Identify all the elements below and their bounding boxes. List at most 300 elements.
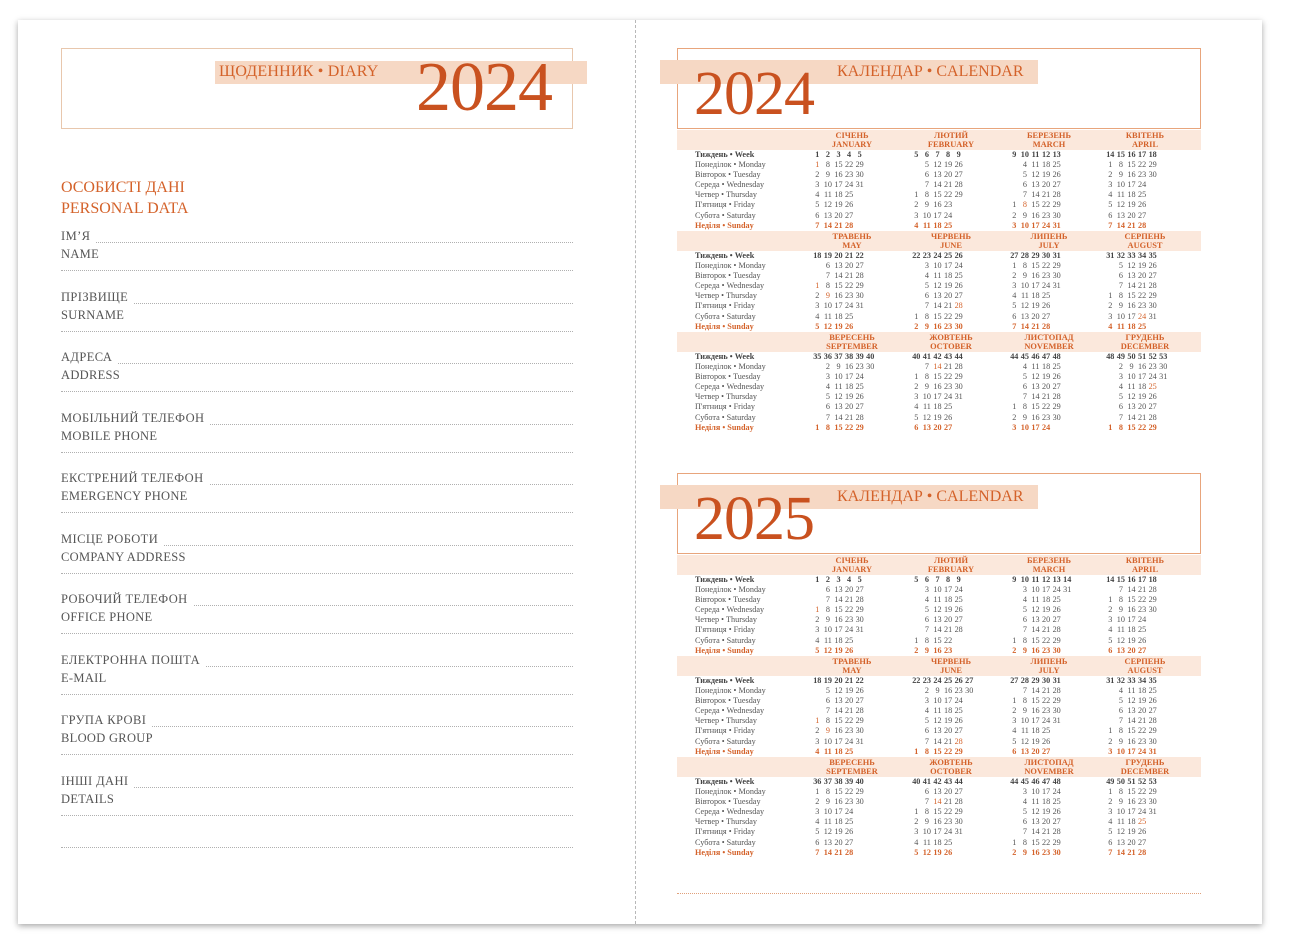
day-cell: 11 xyxy=(922,837,931,847)
field-write-line[interactable] xyxy=(61,815,573,816)
field-write-line[interactable] xyxy=(134,303,573,304)
weekday-row xyxy=(1009,686,1101,696)
weekday-row xyxy=(812,726,904,736)
week-number: 52 xyxy=(1148,352,1157,361)
day-cell: 15 xyxy=(933,372,942,382)
week-number: 46 xyxy=(1031,352,1040,361)
field-write-line[interactable] xyxy=(118,363,573,364)
day-cell: 4 xyxy=(1022,362,1027,372)
weekday-row xyxy=(1009,402,1101,412)
personal-data-title-ua: ОСОБИСТІ ДАНІ xyxy=(61,179,185,196)
day-cell: 18 xyxy=(1041,362,1051,372)
sunday-row xyxy=(1009,848,1101,858)
weekday-row xyxy=(1105,585,1197,595)
calendar-year: 2025 xyxy=(694,485,814,553)
day-cell: 26 xyxy=(1148,392,1157,402)
weekday-row xyxy=(911,838,1003,848)
day-cell: 20 xyxy=(844,696,854,706)
day-cell: 6 xyxy=(1022,382,1027,392)
day-cell: 10 xyxy=(1116,311,1125,321)
day-cell: 22 xyxy=(1041,837,1051,847)
day-cell: 12 xyxy=(834,392,843,402)
week-number: 38 xyxy=(844,352,854,361)
weekday-row xyxy=(1105,382,1197,392)
day-cell: 6 xyxy=(815,837,820,847)
day-label: П'ятниця • Friday xyxy=(695,402,755,412)
weekday-row xyxy=(812,392,904,402)
day-cell: 9 xyxy=(1022,847,1027,857)
day-cell: 19 xyxy=(1137,392,1147,402)
day-cell: 20 xyxy=(834,837,843,847)
weekday-row xyxy=(1009,261,1101,271)
day-cell: 12 xyxy=(1031,807,1040,817)
day-cell: 15 xyxy=(834,160,843,170)
day-cell: 20 xyxy=(1041,615,1051,625)
day-cell: 17 xyxy=(943,585,953,595)
week-number: 3 xyxy=(836,575,841,584)
day-cell: 15 xyxy=(1031,200,1040,210)
day-label: Неділя • Sunday xyxy=(695,422,754,432)
day-cell: 21 xyxy=(1137,412,1147,422)
day-cell: 1 xyxy=(815,281,820,291)
day-cell: 28 xyxy=(1137,220,1147,230)
day-cell: 28 xyxy=(954,301,963,311)
day-cell: 9 xyxy=(924,645,929,655)
day-cell: 15 xyxy=(1127,726,1136,736)
day-cell: 27 xyxy=(943,422,953,432)
month-name-ua: ЛИСТОПАД xyxy=(1024,333,1074,342)
field-label-en: MOBILE PHONE xyxy=(61,428,158,443)
weekday-row xyxy=(1009,160,1101,170)
weekday-row xyxy=(812,827,904,837)
day-cell: 11 xyxy=(1127,382,1136,392)
weekday-row xyxy=(812,615,904,625)
day-label: Вівторок • Tuesday xyxy=(695,170,761,180)
day-label: П'ятниця • Friday xyxy=(695,200,755,210)
month-name-en: SEPTEMBER xyxy=(826,342,878,351)
day-cell: 2 xyxy=(825,362,830,372)
week-number: 22 xyxy=(912,251,921,260)
day-cell: 4 xyxy=(815,746,820,756)
weekday-row xyxy=(1105,170,1197,180)
day-cell: 7 xyxy=(1022,190,1027,200)
day-cell: 17 xyxy=(834,180,843,190)
weekday-row xyxy=(1009,200,1101,210)
day-label: Вівторок • Tuesday xyxy=(695,595,761,605)
day-cell: 15 xyxy=(933,746,942,756)
field-write-line[interactable] xyxy=(96,242,573,243)
day-cell: 11 xyxy=(1116,817,1125,827)
weekday-row xyxy=(812,281,904,291)
month-name-en: DECEMBER xyxy=(1120,342,1170,351)
day-cell: 23 xyxy=(844,170,854,180)
day-cell: 9 xyxy=(1129,362,1134,372)
day-cell: 14 xyxy=(1031,827,1040,837)
week-number: 24 xyxy=(933,251,942,260)
week-number: 23 xyxy=(922,676,931,685)
weekday-row xyxy=(1009,696,1101,706)
day-cell: 4 xyxy=(1108,190,1113,200)
day-cell: 18 xyxy=(1137,686,1147,696)
weekday-row xyxy=(911,301,1003,311)
day-cell: 1 xyxy=(914,372,919,382)
week-number: 21 xyxy=(844,251,854,260)
day-cell: 8 xyxy=(825,787,830,797)
day-cell: 31 xyxy=(1052,220,1061,230)
day-cell: 3 xyxy=(1108,180,1113,190)
day-cell: 28 xyxy=(855,595,864,605)
field-write-line[interactable] xyxy=(61,694,573,695)
day-cell: 24 xyxy=(1052,787,1061,797)
day-cell: 22 xyxy=(1041,696,1051,706)
day-cell: 25 xyxy=(844,746,854,756)
month-name-en: JUNE xyxy=(940,666,962,675)
day-cell: 16 xyxy=(834,726,843,736)
day-cell: 12 xyxy=(933,160,942,170)
field-label-ua: ГРУПА КРОВІ xyxy=(61,713,147,727)
field-write-line[interactable] xyxy=(152,726,573,727)
day-cell: 17 xyxy=(834,625,843,635)
day-cell: 31 xyxy=(1052,716,1061,726)
sunday-row xyxy=(1009,423,1101,433)
day-cell: 26 xyxy=(1041,301,1051,311)
day-cell: 24 xyxy=(844,807,854,817)
day-cell: 9 xyxy=(1022,210,1027,220)
weekday-row xyxy=(911,170,1003,180)
week-number: 14 xyxy=(1063,575,1072,584)
day-cell: 9 xyxy=(924,382,929,392)
day-cell: 16 xyxy=(834,291,843,301)
day-label: Четвер • Thursday xyxy=(695,392,757,402)
week-number: 47 xyxy=(1041,352,1051,361)
day-cell: 28 xyxy=(1052,686,1061,696)
day-cell: 8 xyxy=(924,746,929,756)
weekday-row xyxy=(911,402,1003,412)
day-label: Неділя • Sunday xyxy=(695,220,754,230)
weekday-row xyxy=(1105,291,1197,301)
weekday-row xyxy=(1009,392,1101,402)
weekday-row xyxy=(911,291,1003,301)
month-name-en: MARCH xyxy=(1032,140,1066,149)
weekday-row xyxy=(812,402,904,412)
day-cell: 18 xyxy=(943,595,953,605)
day-cell: 30 xyxy=(965,686,974,696)
day-cell: 27 xyxy=(1041,311,1051,321)
weekday-row xyxy=(1105,200,1197,210)
day-cell: 8 xyxy=(924,190,929,200)
day-cell: 23 xyxy=(1041,706,1051,716)
month-name-en: JANUARY xyxy=(831,140,873,149)
weekday-row xyxy=(911,312,1003,322)
quarter-row xyxy=(677,656,1201,757)
day-cell: 22 xyxy=(943,311,953,321)
day-cell: 27 xyxy=(1041,746,1051,756)
weekday-row xyxy=(1009,737,1101,747)
week-numbers xyxy=(1009,777,1101,787)
day-cell: 15 xyxy=(1127,160,1136,170)
calendar-year: 2024 xyxy=(694,60,814,128)
day-cell: 21 xyxy=(943,362,953,372)
field-write-line[interactable] xyxy=(134,787,573,788)
week-number: 26 xyxy=(954,251,963,260)
week-number: 44 xyxy=(1010,352,1019,361)
day-cell: 13 xyxy=(1116,837,1125,847)
day-cell: 20 xyxy=(1041,180,1051,190)
weekday-row xyxy=(1105,706,1197,716)
day-cell: 23 xyxy=(844,291,854,301)
day-cell: 3 xyxy=(815,807,820,817)
weekday-row xyxy=(812,362,904,372)
day-cell: 23 xyxy=(1041,210,1051,220)
day-cell: 21 xyxy=(844,595,854,605)
day-cell: 26 xyxy=(1137,635,1147,645)
field-write-line[interactable] xyxy=(206,666,573,667)
day-cell: 2 xyxy=(1108,797,1113,807)
weekday-row xyxy=(812,595,904,605)
day-cell: 13 xyxy=(1116,210,1125,220)
day-cell: 4 xyxy=(1022,160,1027,170)
day-cell: 9 xyxy=(825,797,830,807)
day-cell: 1 xyxy=(914,746,919,756)
day-cell: 26 xyxy=(844,321,854,331)
week-number: 31 xyxy=(1052,676,1061,685)
day-cell: 4 xyxy=(914,402,919,412)
day-cell: 9 xyxy=(1022,706,1027,716)
day-cell: 1 xyxy=(1012,837,1017,847)
day-cell: 23 xyxy=(943,817,953,827)
week-number: 40 xyxy=(912,777,921,786)
day-cell: 21 xyxy=(1041,686,1051,696)
week-number: 11 xyxy=(1031,575,1040,584)
day-cell: 26 xyxy=(1137,200,1147,210)
weekday-row xyxy=(1105,625,1197,635)
month-days xyxy=(1009,777,1101,858)
day-cell: 21 xyxy=(1137,281,1147,291)
day-cell: 20 xyxy=(1137,271,1147,281)
day-cell: 18 xyxy=(943,271,953,281)
day-cell: 19 xyxy=(844,686,854,696)
day-label: Понеділок • Monday xyxy=(695,362,766,372)
day-cell: 11 xyxy=(1020,726,1029,736)
day-cell: 27 xyxy=(844,210,854,220)
sunday-row xyxy=(1105,646,1197,656)
week-number: 51 xyxy=(1127,777,1136,786)
day-cell: 30 xyxy=(1052,645,1061,655)
week-number: 7 xyxy=(935,150,940,159)
field-write-line[interactable] xyxy=(210,484,573,485)
day-cell: 9 xyxy=(825,615,830,625)
day-cell: 14 xyxy=(1127,716,1136,726)
month-name-ua: ЛИПЕНЬ xyxy=(1030,657,1068,666)
month-days xyxy=(812,676,904,757)
month-name-ua: ЖОВТЕНЬ xyxy=(929,333,973,342)
day-cell: 5 xyxy=(924,605,929,615)
day-cell: 3 xyxy=(1022,787,1027,797)
weekday-row xyxy=(1009,372,1101,382)
day-cell: 2 xyxy=(924,686,929,696)
month-days xyxy=(911,575,1003,656)
field-write-line[interactable] xyxy=(61,331,573,332)
week-number: 22 xyxy=(855,676,864,685)
weekday-row xyxy=(812,686,904,696)
day-cell: 11 xyxy=(823,817,832,827)
day-cell: 6 xyxy=(914,422,919,432)
day-cell: 7 xyxy=(1118,716,1123,726)
weekday-row xyxy=(1009,291,1101,301)
week-number: 28 xyxy=(1020,676,1029,685)
day-cell: 19 xyxy=(943,160,953,170)
weekday-row xyxy=(812,807,904,817)
day-cell: 15 xyxy=(1127,595,1136,605)
day-cell: 26 xyxy=(844,645,854,655)
day-cell: 2 xyxy=(1118,362,1123,372)
day-cell: 3 xyxy=(815,180,820,190)
day-cell: 19 xyxy=(834,321,843,331)
week-numbers xyxy=(1009,352,1101,362)
weekday-row xyxy=(911,827,1003,837)
day-cell: 24 xyxy=(1137,746,1147,756)
day-cell: 12 xyxy=(823,321,832,331)
day-cell: 27 xyxy=(954,291,963,301)
day-cell: 1 xyxy=(1012,696,1017,706)
day-cell: 14 xyxy=(834,412,843,422)
day-cell: 24 xyxy=(844,625,854,635)
day-cell: 7 xyxy=(1108,220,1113,230)
day-cell: 25 xyxy=(1052,362,1061,372)
day-cell: 8 xyxy=(1022,696,1027,706)
weekday-row xyxy=(911,261,1003,271)
day-cell: 23 xyxy=(855,362,864,372)
month-name-ua: СЕРПЕНЬ xyxy=(1124,657,1166,666)
day-cell: 1 xyxy=(1108,160,1113,170)
day-cell: 24 xyxy=(844,736,854,746)
day-cell: 18 xyxy=(1041,160,1051,170)
field-write-line[interactable] xyxy=(210,424,573,425)
day-cell: 20 xyxy=(933,422,942,432)
week-number: 42 xyxy=(933,352,942,361)
day-cell: 4 xyxy=(825,382,830,392)
day-cell: 5 xyxy=(825,392,830,402)
day-cell: 25 xyxy=(954,595,963,605)
field-write-line[interactable] xyxy=(61,573,573,574)
day-cell: 17 xyxy=(1041,585,1051,595)
day-cell: 8 xyxy=(825,281,830,291)
field-label-ua: МІСЦЕ РОБОТИ xyxy=(61,531,159,546)
day-cell: 16 xyxy=(1127,170,1136,180)
day-cell: 21 xyxy=(1041,827,1051,837)
day-label: Четвер • Thursday xyxy=(695,615,757,625)
day-cell: 8 xyxy=(825,716,830,726)
day-cell: 26 xyxy=(954,605,963,615)
weekday-row xyxy=(1009,807,1101,817)
week-number: 11 xyxy=(1031,150,1040,159)
day-cell: 2 xyxy=(1108,301,1113,311)
day-cell: 4 xyxy=(1108,321,1113,331)
field-write-line[interactable] xyxy=(61,512,573,513)
day-labels xyxy=(695,251,766,332)
weekday-row xyxy=(812,696,904,706)
day-cell: 1 xyxy=(815,422,820,432)
day-cell: 4 xyxy=(1118,382,1123,392)
sunday-row xyxy=(812,747,904,757)
field-write-line[interactable] xyxy=(61,452,573,453)
field-write-line[interactable] xyxy=(61,270,573,271)
field-write-line[interactable] xyxy=(61,754,573,755)
day-cell: 12 xyxy=(1031,170,1040,180)
day-cell: 28 xyxy=(954,180,963,190)
weekday-row xyxy=(1009,382,1101,392)
day-cell: 15 xyxy=(834,787,843,797)
month-days xyxy=(911,251,1003,332)
day-cell: 24 xyxy=(1041,716,1051,726)
day-cell: 22 xyxy=(844,716,854,726)
field-write-line[interactable] xyxy=(61,391,573,392)
day-cell: 3 xyxy=(1108,746,1113,756)
day-cell: 2 xyxy=(1108,605,1113,615)
field-write-line[interactable] xyxy=(164,545,573,546)
week-number: 45 xyxy=(1020,352,1029,361)
month-name-en: SEPTEMBER xyxy=(826,767,878,776)
day-cell: 16 xyxy=(943,686,953,696)
day-cell: 7 xyxy=(825,412,830,422)
day-label: Вівторок • Tuesday xyxy=(695,271,761,281)
quarter-row xyxy=(677,555,1201,656)
day-cell: 20 xyxy=(834,210,843,220)
sunday-row xyxy=(911,848,1003,858)
diary-label: ЩОДЕННИК • DIARY xyxy=(219,63,379,80)
field-label-ua: ІМ’Я xyxy=(61,229,91,243)
week-number: 29 xyxy=(1031,251,1040,260)
day-cell: 2 xyxy=(914,382,919,392)
weekday-row xyxy=(911,807,1003,817)
weekday-row xyxy=(911,787,1003,797)
day-cell: 4 xyxy=(815,311,820,321)
week-number: 27 xyxy=(1010,251,1019,260)
field-write-line[interactable] xyxy=(194,605,573,606)
day-cell: 24 xyxy=(943,210,953,220)
day-cell: 17 xyxy=(1127,615,1136,625)
day-cell: 12 xyxy=(834,686,843,696)
week-number: 33 xyxy=(1127,251,1136,260)
day-cell: 14 xyxy=(1127,412,1136,422)
day-cell: 11 xyxy=(834,382,843,392)
day-cell: 18 xyxy=(1127,625,1136,635)
day-cell: 8 xyxy=(825,422,830,432)
day-label: Понеділок • Monday xyxy=(695,160,766,170)
day-cell: 30 xyxy=(1052,847,1061,857)
day-cell: 7 xyxy=(1022,392,1027,402)
field-write-line[interactable] xyxy=(61,633,573,634)
day-label: Вівторок • Tuesday xyxy=(695,372,761,382)
day-cell: 31 xyxy=(1063,585,1072,595)
week-number: 37 xyxy=(823,777,832,786)
day-cell: 19 xyxy=(933,847,942,857)
week-number: 23 xyxy=(922,251,931,260)
day-cell: 24 xyxy=(1052,585,1061,595)
extra-write-line[interactable] xyxy=(61,847,573,848)
day-cell: 3 xyxy=(1108,311,1113,321)
week-number: 32 xyxy=(1116,676,1125,685)
day-cell: 21 xyxy=(1041,392,1051,402)
week-numbers xyxy=(1105,150,1197,160)
day-cell: 17 xyxy=(1127,311,1136,321)
day-cell: 21 xyxy=(844,706,854,716)
day-cell: 14 xyxy=(834,595,843,605)
day-cell: 18 xyxy=(933,402,942,412)
day-cell: 1 xyxy=(1012,261,1017,271)
week-number: 10 xyxy=(1020,575,1029,584)
day-cell: 27 xyxy=(954,615,963,625)
